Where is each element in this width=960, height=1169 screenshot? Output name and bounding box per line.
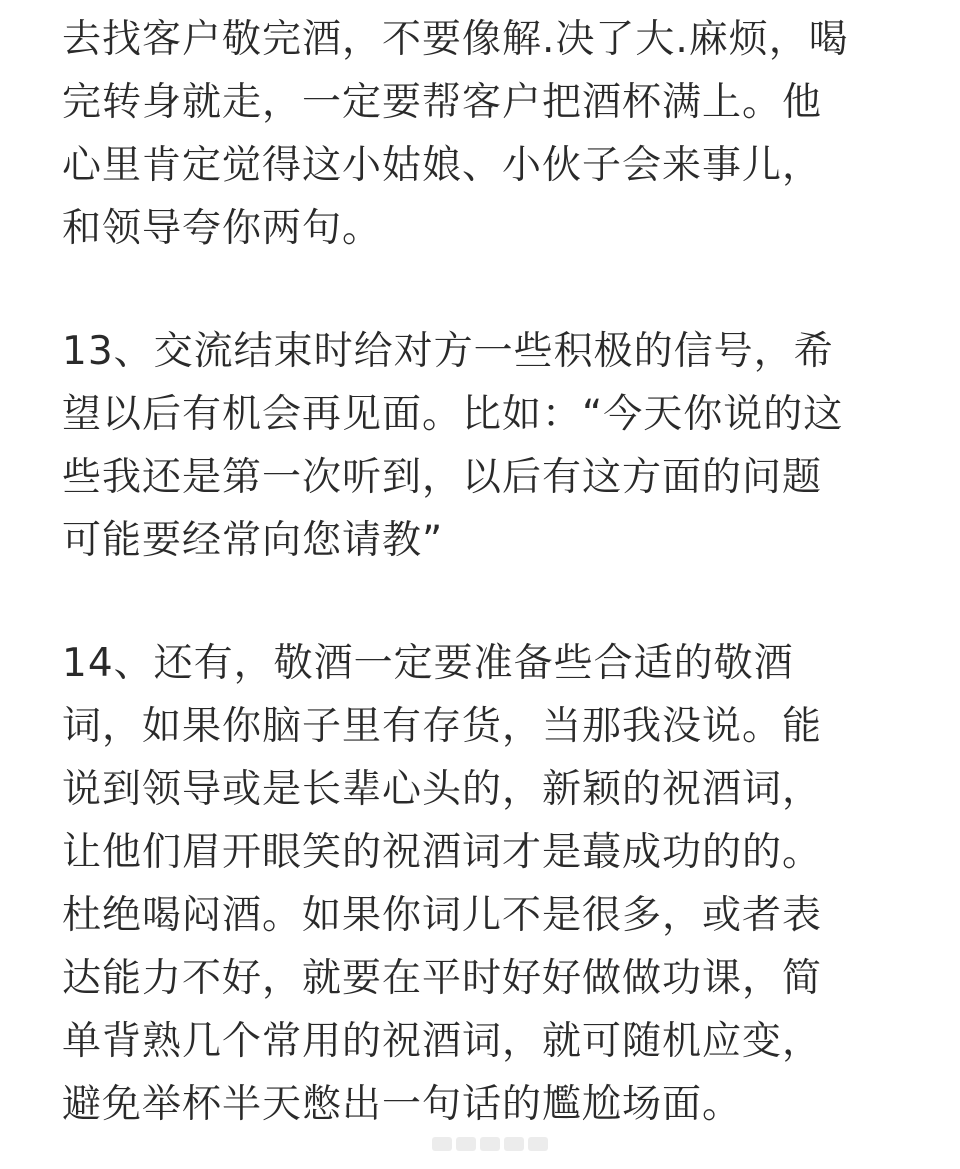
- watermark-glyph: [504, 1137, 524, 1151]
- text-line: 说到领导或是长辈心头的，新颖的祝酒词，: [62, 767, 823, 812]
- text-line: 词，如果你脑子里有存货，当那我没说。能: [62, 704, 823, 749]
- text-line: 杜绝喝闷酒。如果你词儿不是很多，或者表: [62, 893, 823, 938]
- text-line: 14、还有，敬酒一定要准备些合适的敬酒: [62, 641, 794, 686]
- text-line: 心里肯定觉得这小姑娘、小伙子会来事儿，: [62, 143, 823, 188]
- text-line: 些我还是第一次听到，以后有这方面的问题: [62, 455, 823, 500]
- text-line: 望以后有机会再见面。比如：“今天你说的这: [62, 392, 844, 437]
- text-line: 13、交流结束时给对方一些积极的信号，希: [62, 329, 834, 374]
- paragraph-item-13: [62, 320, 922, 572]
- text-line: 去找客户敬完酒，不要像解.决了大.麻烦，喝: [62, 17, 849, 62]
- watermark-glyph: [456, 1137, 476, 1151]
- watermark: [410, 1128, 570, 1160]
- paragraph-spacer: [62, 260, 922, 320]
- text-line: 让他们眉开眼笑的祝酒词才是蕞成功的的。: [62, 830, 823, 875]
- paragraph-item-14: [62, 632, 922, 1136]
- text-line: 避免举杯半天憋出一句话的尷尬场面。: [62, 1082, 743, 1127]
- article-body: [62, 8, 922, 1136]
- text-line: 达能力不好，就要在平时好好做做功课，简: [62, 956, 823, 1001]
- watermark-glyph: [480, 1137, 500, 1151]
- watermark-glyph: [432, 1137, 452, 1151]
- paragraph-toast-etiquette: [62, 8, 922, 260]
- text-line: 可能要经常向您请教”: [62, 518, 444, 563]
- watermark-glyph: [528, 1137, 548, 1151]
- text-line: 和领导夸你两句。: [62, 206, 383, 251]
- text-line: 完转身就走，一定要帮客户把酒杯满上。他: [62, 80, 823, 125]
- text-line: 单背熟几个常用的祝酒词，就可随机应变，: [62, 1019, 823, 1064]
- paragraph-spacer: [62, 572, 922, 632]
